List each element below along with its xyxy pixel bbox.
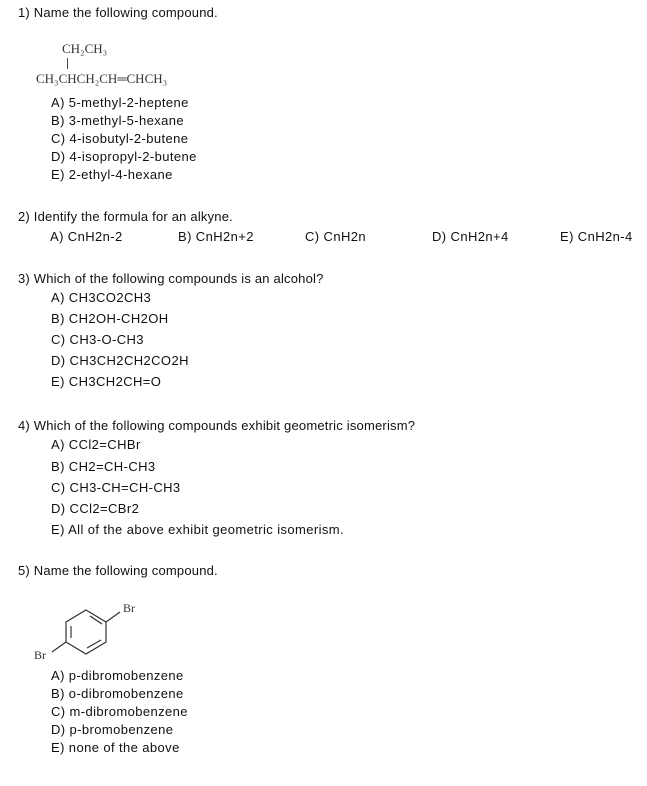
q4-option-b[interactable]: B) CH2=CH-CH3: [51, 459, 156, 474]
q1-option-d[interactable]: D) 4-isopropyl-2-butene: [51, 149, 197, 164]
q1-option-e[interactable]: E) 2-ethyl-4-hexane: [51, 167, 173, 182]
question-4-text: 4) Which of the following compounds exhibit geometric isomerism?: [18, 418, 416, 433]
q5-option-a[interactable]: A) p-dibromobenzene: [51, 668, 184, 683]
q5-option-c[interactable]: C) m-dibromobenzene: [51, 704, 188, 719]
q4-option-a[interactable]: A) CCl2=CHBr: [51, 437, 141, 452]
benzene-ring: [66, 610, 106, 654]
bromo-label-bottom: Br: [34, 648, 46, 662]
q5-option-d[interactable]: D) p-bromobenzene: [51, 722, 174, 737]
q1-option-c[interactable]: C) 4-isobutyl-2-butene: [51, 131, 189, 146]
structure-bond-line: [67, 58, 68, 69]
q1-option-b[interactable]: B) 3-methyl-5-hexane: [51, 113, 184, 128]
q4-option-c[interactable]: C) CH3-CH=CH-CH3: [51, 480, 181, 495]
structure-ethyl-branch: CH₂CH₃: [62, 41, 108, 56]
q4-option-e[interactable]: E) All of the above exhibit geometric isomerism.: [51, 522, 345, 537]
q2-option-b[interactable]: B) CnH2n+2: [178, 229, 254, 244]
bromo-label-top: Br: [123, 601, 135, 615]
q2-option-e[interactable]: E) CnH2n-4: [560, 229, 633, 244]
dibromobenzene-structure: [30, 598, 160, 668]
q2-option-d[interactable]: D) CnH2n+4: [432, 229, 509, 244]
q5-option-e[interactable]: E) none of the above: [51, 740, 180, 755]
q5-option-b[interactable]: B) o-dibromobenzene: [51, 686, 184, 701]
q2-option-a[interactable]: A) CnH2n-2: [50, 229, 123, 244]
q3-option-a[interactable]: A) CH3CO2CH3: [51, 290, 152, 305]
question-1-text: 1) Name the following compound.: [18, 5, 218, 20]
q3-option-d[interactable]: D) CH3CH2CH2CO2H: [51, 353, 189, 368]
q3-option-b[interactable]: B) CH2OH-CH2OH: [51, 311, 169, 326]
q3-option-e[interactable]: E) CH3CH2CH=O: [51, 374, 162, 389]
question-2-text: 2) Identify the formula for an alkyne.: [18, 209, 233, 224]
structure-main-chain: CH₃CHCH₂CH═CHCH₃: [36, 71, 168, 86]
question-5-text: 5) Name the following compound.: [18, 563, 218, 578]
q1-option-a[interactable]: A) 5-methyl-2-heptene: [51, 95, 189, 110]
q2-option-c[interactable]: C) CnH2n: [305, 229, 366, 244]
q4-option-d[interactable]: D) CCl2=CBr2: [51, 501, 140, 516]
q3-option-c[interactable]: C) CH3-O-CH3: [51, 332, 144, 347]
question-3-text: 3) Which of the following compounds is an alcohol?: [18, 271, 324, 286]
